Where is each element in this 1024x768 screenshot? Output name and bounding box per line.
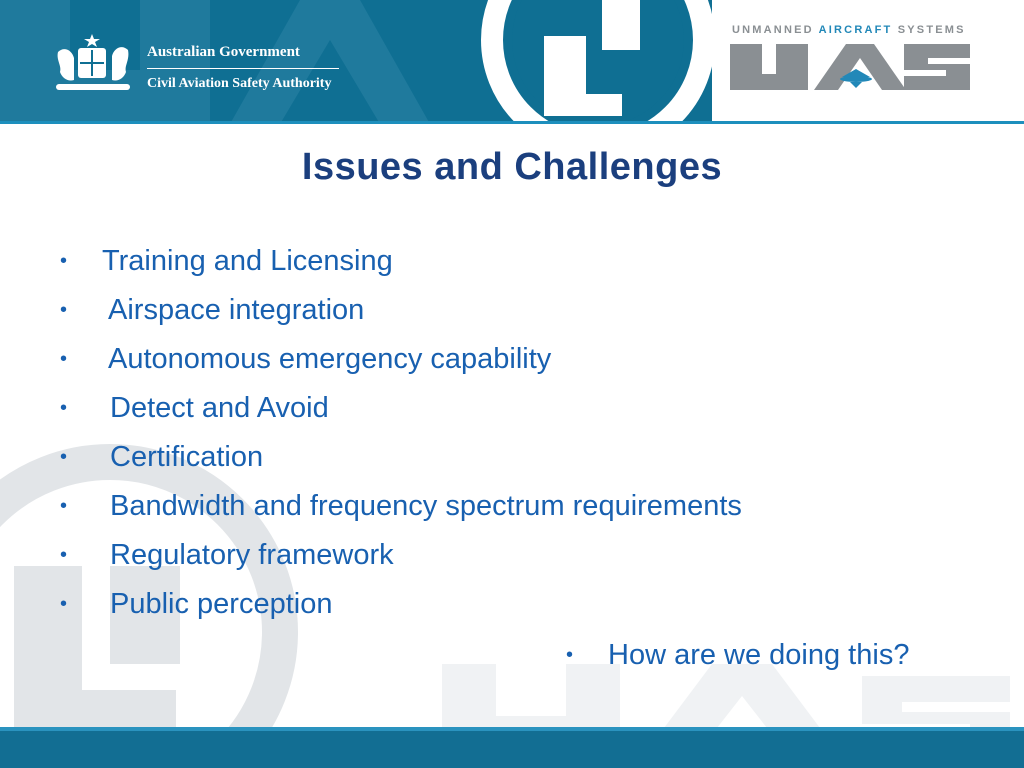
bullet-marker: •	[60, 544, 68, 566]
callout-text: How are we doing this?	[608, 639, 910, 671]
footer-divider	[0, 727, 1024, 731]
bullet-text: Autonomous emergency capability	[108, 343, 552, 375]
bullet-text: Public perception	[110, 588, 333, 620]
bullet-marker: •	[60, 299, 68, 321]
bullet-text: Certification	[110, 441, 264, 473]
bullet-marker: •	[60, 250, 68, 272]
bullet-marker: •	[566, 644, 574, 666]
bullet-marker: •	[60, 495, 68, 517]
bullet-marker: •	[60, 397, 68, 419]
bullet-marker: •	[60, 593, 68, 615]
bullet-text: Detect and Avoid	[110, 392, 329, 424]
footer-band	[0, 727, 1024, 768]
bullet-marker: •	[60, 446, 68, 468]
bullet-text: Bandwidth and frequency spectrum requirements	[110, 490, 742, 522]
bullet-text: Airspace integration	[108, 294, 365, 326]
bullet-text: Regulatory framework	[110, 539, 394, 571]
agency-name: Civil Aviation Safety Authority	[147, 76, 332, 91]
uas-tagline: UNMANNED AIRCRAFT SYSTEMS	[732, 24, 966, 36]
slide-title: Issues and Challenges	[301, 146, 723, 188]
bullet-text: Training and Licensing	[102, 245, 393, 277]
bullet-marker: •	[60, 348, 68, 370]
government-name: Australian Government	[147, 44, 300, 60]
